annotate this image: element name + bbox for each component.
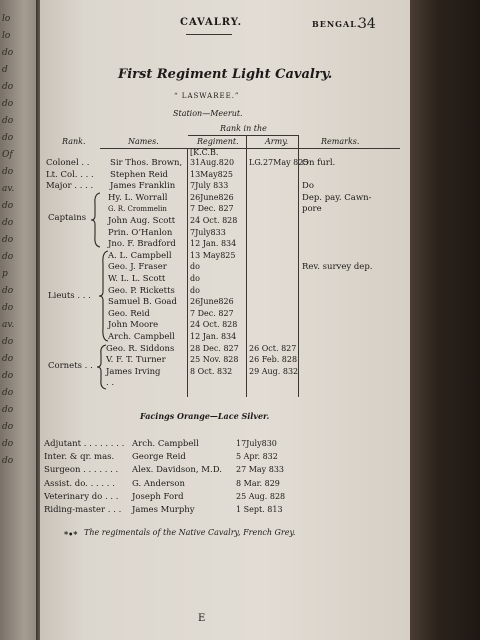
table-rule-header <box>100 148 400 149</box>
brace-captains <box>90 192 102 248</box>
column-header-remarks: Remarks. <box>321 137 360 146</box>
officer-name: Geo. J. Fraser <box>108 262 167 273</box>
officer-name: Prin. O’Hanlon <box>108 227 173 238</box>
station: Station—Meerut. <box>173 109 243 118</box>
previous-page-text-fragment: av. <box>2 184 15 194</box>
officer-rank: Major . . . . <box>46 181 94 192</box>
background-surface <box>410 0 480 640</box>
officer-name: Hy. L. Worrall <box>108 192 168 203</box>
staff-name: George Reid <box>132 452 186 463</box>
officer-regiment-date: 12 Jan. 834 <box>190 332 237 341</box>
previous-page-text-fragment: do <box>2 456 14 466</box>
staff-date: 8 Mar. 829 <box>236 478 280 488</box>
officer-remarks: Rev. survey dep. <box>302 262 373 273</box>
officer-name: Stephen Reid <box>110 169 168 180</box>
staff-name: Joseph Ford <box>132 491 184 502</box>
officer-regiment-date: do <box>190 274 200 283</box>
officer-remarks: Do <box>302 181 314 192</box>
officer-name: G. R. Crommelin <box>108 205 167 214</box>
staff-name: Alex. Davidson, M.D. <box>132 465 222 476</box>
officer-remarks: On furl. <box>302 158 336 168</box>
column-header-rank: Rank. <box>62 137 86 146</box>
previous-page-edge <box>0 0 40 640</box>
previous-page-text-fragment: p <box>2 269 8 279</box>
officer-name: Geo. R. Siddons <box>106 343 175 354</box>
group-label-cornets: Cornets . . <box>48 361 93 371</box>
previous-page-text-fragment: do <box>2 167 14 177</box>
previous-page-text-fragment: do <box>2 286 14 296</box>
regiment-title: First Regiment Light Cavalry. <box>118 67 333 82</box>
staff-name: G. Anderson <box>132 478 185 489</box>
officer-regiment-date: 7 Dec. 827 <box>190 204 234 214</box>
staff-role: Veterinary do . . . <box>44 491 119 502</box>
book-page <box>40 0 410 640</box>
officer-army-date: 26 Oct. 827 <box>249 343 297 353</box>
officer-name: Samuel B. Goad <box>108 297 177 308</box>
running-header-region: BENGAL. <box>312 19 361 29</box>
previous-page-text-fragment: do <box>2 133 14 143</box>
officer-remarks: pore <box>302 204 322 215</box>
staff-date: 17July830 <box>236 439 277 448</box>
officer-name: Geo. Reid <box>108 308 150 319</box>
officer-regiment-date: do <box>190 262 200 272</box>
previous-page-text-fragment: Of <box>2 150 13 160</box>
officer-name: Sir Thos. Brown, <box>110 158 183 168</box>
officer-name: W. L. L. Scott <box>108 274 166 284</box>
page-number: 34 <box>358 16 376 32</box>
officer-regiment-date: 7 Dec. 827 <box>190 308 234 318</box>
staff-role: Riding-master . . . <box>44 505 122 515</box>
header-rule <box>186 34 232 35</box>
previous-page-text-fragment: lo <box>2 14 11 24</box>
table-divider-names-regiment <box>187 148 188 397</box>
previous-page-text-fragment: do <box>2 354 14 364</box>
staff-name: Arch. Campbell <box>132 439 199 449</box>
staff-role: Assist. do. . . . . . <box>44 478 115 489</box>
footnote-mark: *•* <box>64 529 78 539</box>
officer-name: James Irving <box>106 366 161 377</box>
table-divider-army-remarks <box>298 135 299 397</box>
officer-remarks: Dep. pay. Cawn- <box>302 192 372 203</box>
table-rule-top <box>188 135 298 136</box>
signature-mark: E <box>198 613 206 624</box>
previous-page-text-fragment: do <box>2 371 14 381</box>
officer-army-date: 26 Feb. 828 <box>249 355 298 365</box>
previous-page-text-fragment: do <box>2 422 14 432</box>
officer-regiment-date: 24 Oct. 828 <box>190 216 238 225</box>
column-header-names: Names. <box>128 137 159 146</box>
officer-regiment-date: 24 Oct. 828 <box>190 320 238 330</box>
officer-name: V. F. T. Turner <box>106 355 166 366</box>
staff-name: James Murphy <box>132 505 195 515</box>
previous-page-text-fragment: av. <box>2 320 15 330</box>
previous-page-text-fragment: do <box>2 388 14 398</box>
officer-name: . . <box>106 378 115 389</box>
previous-page-text-fragment: do <box>2 405 14 415</box>
previous-page-text-fragment: lo <box>2 31 11 41</box>
previous-page-text-fragment: do <box>2 337 14 347</box>
staff-date: 1 Sept. 813 <box>236 505 283 514</box>
column-header-rank-in-the: Rank in the <box>220 124 267 133</box>
brace-cornets <box>96 344 108 390</box>
brace-lieuts <box>98 250 110 342</box>
previous-page-text-fragment: do <box>2 235 14 245</box>
officer-name: John Aug. Scott <box>108 216 176 226</box>
kcb-note: [K.C.B. <box>190 148 219 157</box>
previous-page-text-fragment: do <box>2 303 14 313</box>
previous-page-text-fragment: do <box>2 252 14 262</box>
officer-regiment-date: 13May825 <box>190 169 233 179</box>
group-label-captains: Captains <box>48 213 87 223</box>
officer-regiment-date: 26June826 <box>190 297 234 307</box>
officer-regiment-date: 25 Nov. 828 <box>190 355 239 365</box>
officer-name: Arch. Campbell <box>108 332 175 342</box>
officer-regiment-date: 31Aug.820 <box>190 158 235 167</box>
officer-regiment-date: 7July833 <box>190 227 226 237</box>
previous-page-text-fragment: do <box>2 99 14 109</box>
officer-regiment-date: 26June826 <box>190 192 234 202</box>
previous-page-text-fragment: do <box>2 116 14 126</box>
officer-regiment-date: do <box>190 285 200 295</box>
running-header-section: CAVALRY. <box>180 17 243 28</box>
footnote: The regimentals of the Native Cavalry, French Grey. <box>84 528 296 537</box>
staff-date: 5 Apr. 832 <box>236 452 278 462</box>
column-header-army: Army. <box>265 137 289 146</box>
staff-role: Inter. & qr. mas. <box>44 452 115 463</box>
officer-army-date: LG.27May 825 <box>249 158 309 167</box>
officer-name: James Franklin <box>110 181 176 192</box>
officer-regiment-date: 7July 833 <box>190 181 229 191</box>
previous-page-text-fragment: do <box>2 82 14 92</box>
officer-regiment-date: 13 May825 <box>190 250 236 260</box>
officer-name: Geo. P. Ricketts <box>108 285 175 296</box>
officer-rank: Colonel . . <box>46 158 90 168</box>
staff-role: Adjutant . . . . . . . . <box>44 439 125 449</box>
previous-page-text-fragment: do <box>2 218 14 228</box>
officer-name: A. L. Campbell <box>108 250 172 261</box>
group-label-lieuts: Lieuts . . . <box>48 291 91 301</box>
officer-regiment-date: 8 Oct. 832 <box>190 366 233 376</box>
battle-honour: “ LASWAREE.” <box>174 92 240 100</box>
officer-army-date: 29 Aug. 832 <box>249 366 299 376</box>
previous-page-text-fragment: do <box>2 201 14 211</box>
facings: Facings Orange—Lace Silver. <box>140 411 270 421</box>
officer-regiment-date: 12 Jan. 834 <box>190 239 237 249</box>
staff-date: 25 Aug. 828 <box>236 491 286 501</box>
officer-rank: Lt. Col. . . . <box>46 169 94 180</box>
previous-page-text-fragment: do <box>2 439 14 449</box>
table-divider-regiment-army <box>246 135 247 397</box>
officer-name: Jno. F. Bradford <box>108 239 176 250</box>
column-header-regiment: Regiment. <box>197 137 239 146</box>
previous-page-text-fragment: d <box>2 65 8 75</box>
previous-page-text-fragment: do <box>2 48 14 58</box>
staff-date: 27 May 833 <box>236 465 285 475</box>
officer-name: John Moore <box>108 320 159 331</box>
officer-regiment-date: 28 Dec. 827 <box>190 343 239 353</box>
staff-role: Surgeon . . . . . . . <box>44 465 119 476</box>
